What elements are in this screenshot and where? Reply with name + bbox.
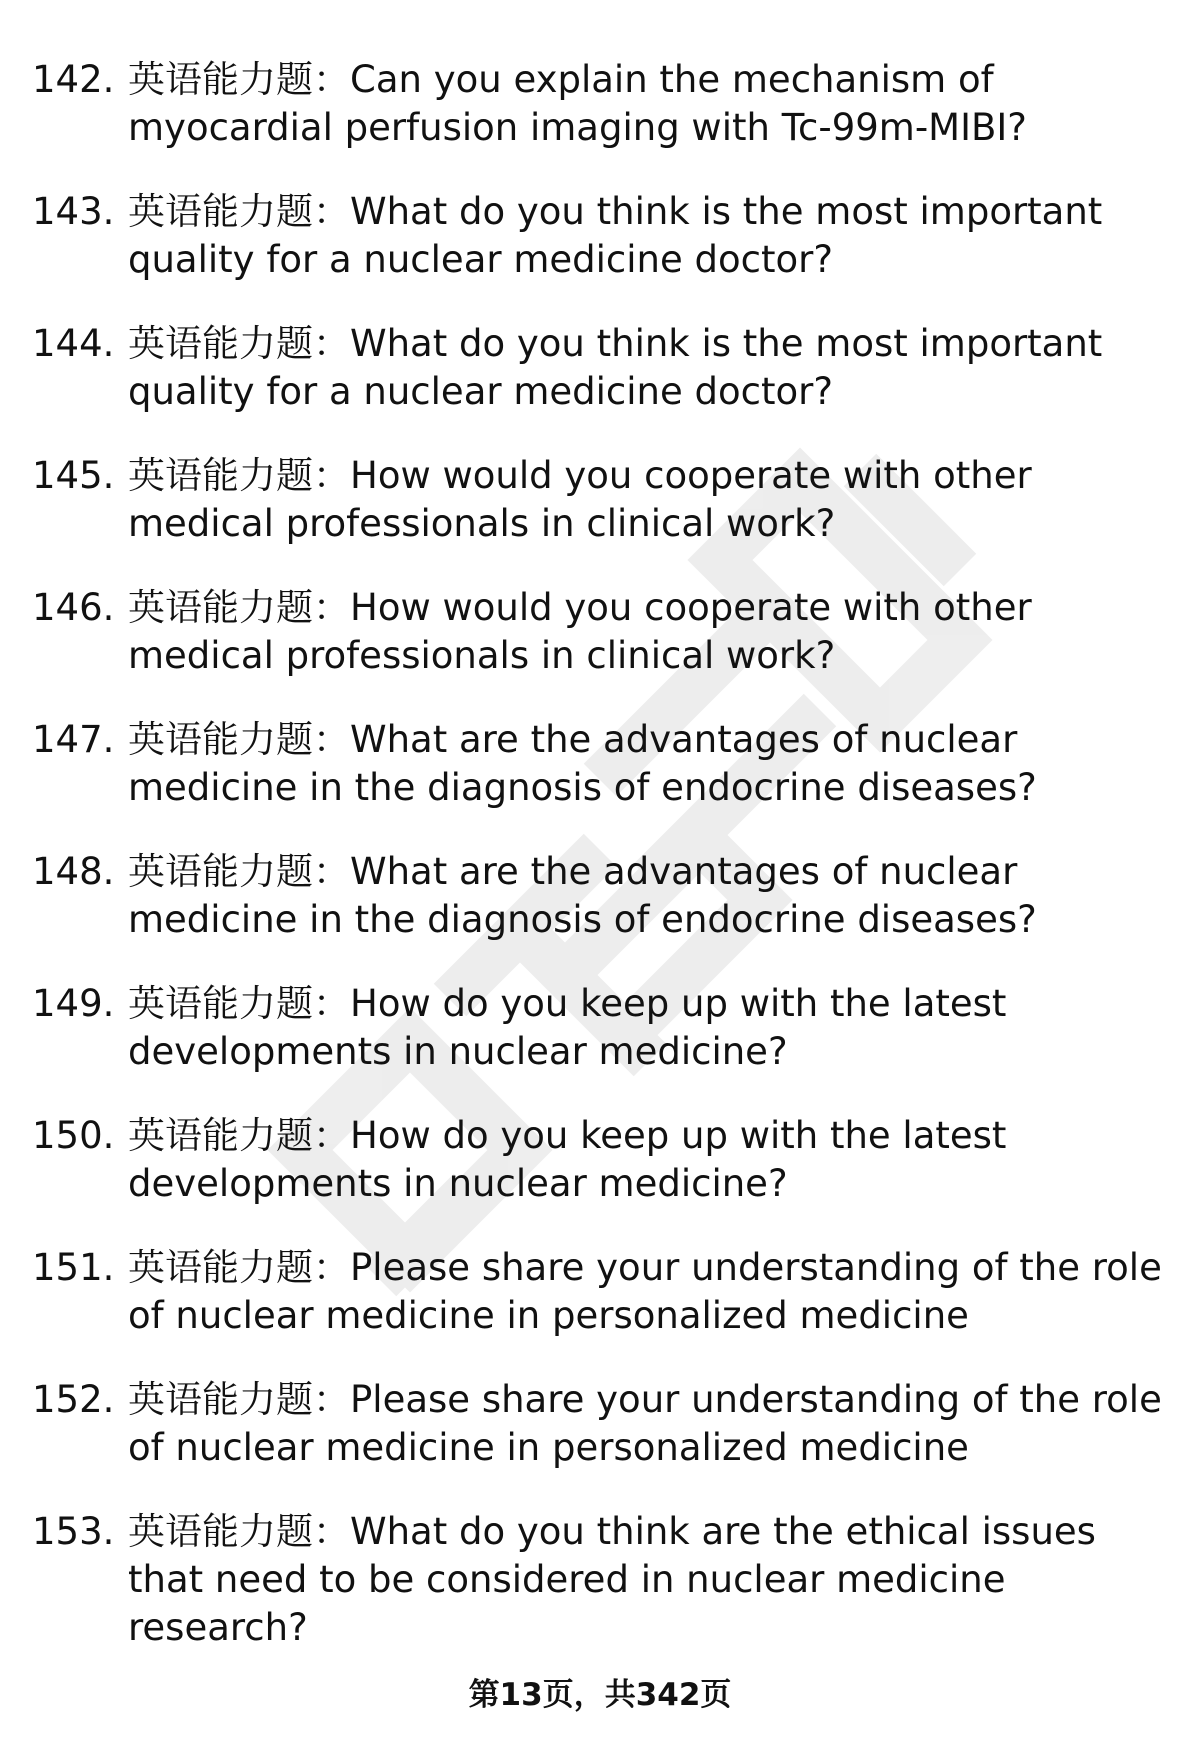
question-number: 147.	[32, 718, 115, 761]
question-text: 英语能力题：How do you keep up with the latest developments in nuclear medicine?	[128, 1114, 1007, 1205]
question-item	[0, 452, 1200, 584]
question-number: 153.	[32, 1510, 115, 1553]
question-text: 英语能力题：What do you think are the ethical issues that need to be considered in nuclear medicine research?	[128, 1510, 1096, 1649]
question-number: 144.	[32, 322, 115, 365]
question-list	[0, 56, 1200, 1649]
question-number: 150.	[32, 1114, 115, 1157]
question-text: 英语能力题：What are the advantages of nuclear medicine in the diagnosis of endocrine diseases?	[128, 718, 1037, 809]
question-text: 英语能力题：Can you explain the mechanism of myocardial perfusion imaging with Tc-99m-MIBI?	[128, 58, 1027, 149]
page-number-label: 第13页，共342页	[468, 1677, 732, 1713]
question-number: 151.	[32, 1246, 115, 1289]
question-text: 英语能力题：What do you think is the most important quality for a nuclear medicine doctor?	[128, 190, 1103, 281]
question-number: 149.	[32, 982, 115, 1025]
page-footer	[0, 1675, 1200, 1715]
question-text: 英语能力题：How would you cooperate with other medical professionals in clinical work?	[128, 454, 1032, 545]
question-text: 英语能力题：What do you think is the most important quality for a nuclear medicine doctor?	[128, 322, 1103, 413]
question-number: 146.	[32, 586, 115, 629]
question-item	[0, 584, 1200, 716]
question-item	[0, 320, 1200, 452]
question-text: 英语能力题：How would you cooperate with other medical professionals in clinical work?	[128, 586, 1032, 677]
question-number: 152.	[32, 1378, 115, 1421]
question-text: 英语能力题：Please share your understanding of the role of nuclear medicine in personalized medicine	[128, 1378, 1162, 1469]
question-item	[0, 1112, 1200, 1244]
question-item	[0, 1244, 1200, 1376]
question-item	[0, 1508, 1200, 1649]
question-item	[0, 56, 1200, 188]
question-text: 英语能力题：Please share your understanding of the role of nuclear medicine in personalized medicine	[128, 1246, 1162, 1337]
question-item	[0, 1376, 1200, 1508]
question-text: 英语能力题：What are the advantages of nuclear medicine in the diagnosis of endocrine diseases?	[128, 850, 1037, 941]
question-item	[0, 980, 1200, 1112]
question-text: 英语能力题：How do you keep up with the latest developments in nuclear medicine?	[128, 982, 1007, 1073]
question-number: 145.	[32, 454, 115, 497]
question-item	[0, 848, 1200, 980]
question-number: 148.	[32, 850, 115, 893]
question-number: 142.	[32, 58, 115, 101]
question-item	[0, 716, 1200, 848]
question-number: 143.	[32, 190, 115, 233]
question-item	[0, 188, 1200, 320]
